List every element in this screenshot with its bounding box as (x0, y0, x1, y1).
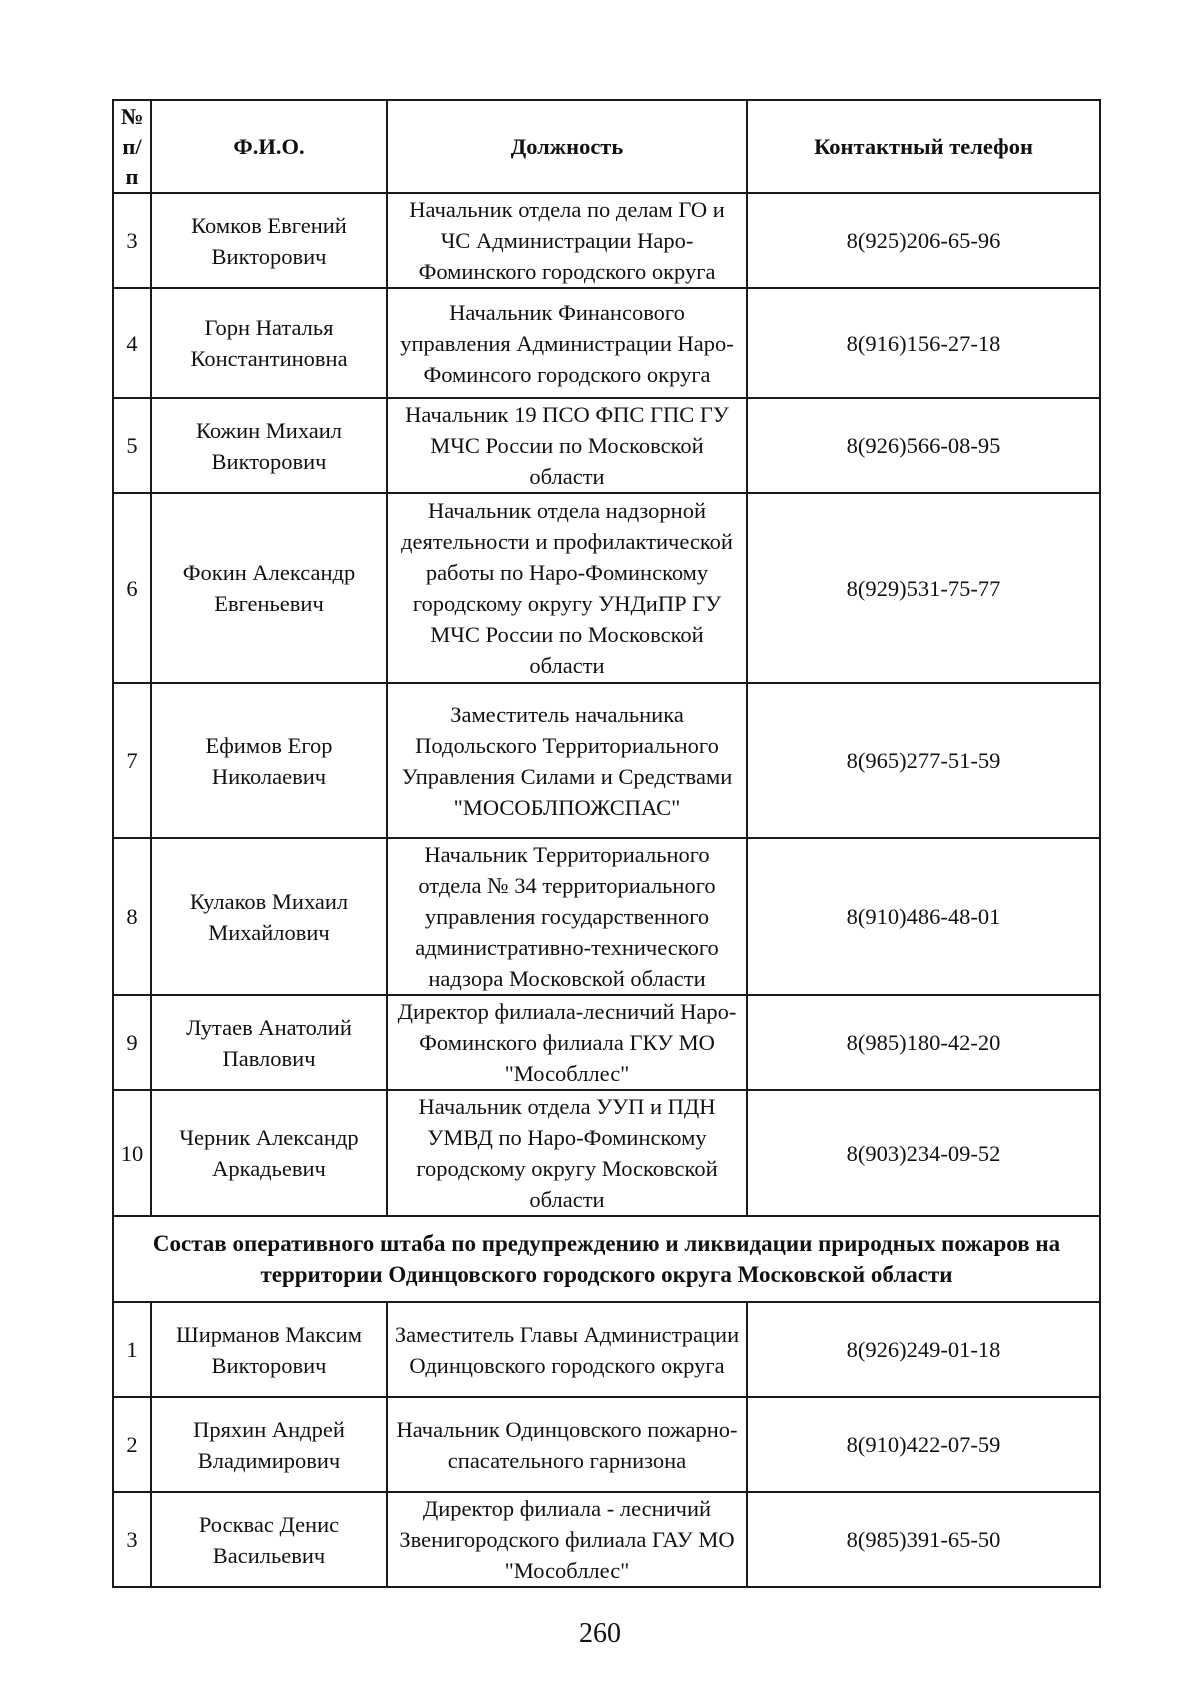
row-fio: Кулаков Михаил Михайлович (151, 838, 387, 995)
row-position: Начальник Финансового управления Администрации Наро- Фоминсого городского округа (387, 288, 747, 398)
row-phone: 8(916)156-27-18 (747, 288, 1100, 398)
row-phone: 8(926)249-01-18 (747, 1302, 1100, 1397)
row-position: Заместитель Главы Администрации Одинцовского городского округа (387, 1302, 747, 1397)
row-phone: 8(910)422-07-59 (747, 1397, 1100, 1492)
row-position: Начальник отдела по делам ГО и ЧС Администрации Наро- Фоминского городского округа (387, 193, 747, 288)
row-phone: 8(903)234-09-52 (747, 1090, 1100, 1216)
header-fio: Ф.И.О. (151, 100, 387, 193)
row-fio: Черник Александр Аркадьевич (151, 1090, 387, 1216)
header-position: Должность (387, 100, 747, 193)
row-phone: 8(965)277-51-59 (747, 683, 1100, 838)
section-heading-row (113, 1216, 1100, 1302)
row-position: Директор филиала - лесничий Звенигородского филиала ГАУ МО "Мособллес" (387, 1492, 747, 1587)
table-row (113, 1090, 1100, 1216)
table-row (113, 995, 1100, 1090)
row-phone: 8(926)566-08-95 (747, 398, 1100, 493)
row-phone: 8(910)486-48-01 (747, 838, 1100, 995)
row-fio: Фокин Александр Евгеньевич (151, 493, 387, 683)
row-number: 8 (113, 838, 151, 995)
table-row (113, 1397, 1100, 1492)
row-number: 10 (113, 1090, 151, 1216)
table-row (113, 1492, 1100, 1587)
table-row (113, 398, 1100, 493)
row-number: 9 (113, 995, 151, 1090)
table-row (113, 1302, 1100, 1397)
row-phone: 8(985)391-65-50 (747, 1492, 1100, 1587)
row-fio: Кожин Михаил Викторович (151, 398, 387, 493)
row-fio: Комков Евгений Викторович (151, 193, 387, 288)
row-number: 7 (113, 683, 151, 838)
row-position: Начальник Одинцовского пожарно- спасательного гарнизона (387, 1397, 747, 1492)
table-row (113, 838, 1100, 995)
row-number: 1 (113, 1302, 151, 1397)
row-position: Заместитель начальника Подольского Территориального Управления Силами и Средствами "МОСОБЛПОЖСПАС" (387, 683, 747, 838)
row-fio: Ефимов Егор Николаевич (151, 683, 387, 838)
row-phone: 8(925)206-65-96 (747, 193, 1100, 288)
row-number: 3 (113, 1492, 151, 1587)
table-header-row (113, 100, 1100, 193)
row-position: Начальник отдела УУП и ПДН УМВД по Наро-Фоминскому городскому округу Московской области (387, 1090, 747, 1216)
header-number: № п/ п (113, 100, 151, 193)
row-position: Начальник Территориального отдела № 34 территориального управления государственного административно-технического надзора Московской области (387, 838, 747, 995)
row-number: 5 (113, 398, 151, 493)
row-position: Директор филиала-лесничий Наро- Фоминского филиала ГКУ МО "Мособллес" (387, 995, 747, 1090)
row-fio: Пряхин Андрей Владимирович (151, 1397, 387, 1492)
row-fio: Ширманов Максим Викторович (151, 1302, 387, 1397)
row-position: Начальник отдела надзорной деятельности и профилактической работы по Наро-Фоминскому городскому округу УНДиПР ГУ МЧС России по Московской области (387, 493, 747, 683)
row-number: 2 (113, 1397, 151, 1492)
row-position: Начальник 19 ПСО ФПС ГПС ГУ МЧС России по Московской области (387, 398, 747, 493)
page-number: 260 (579, 1618, 621, 1649)
staff-contacts-table (112, 99, 1101, 1588)
row-phone: 8(985)180-42-20 (747, 995, 1100, 1090)
row-phone: 8(929)531-75-77 (747, 493, 1100, 683)
row-number: 6 (113, 493, 151, 683)
row-fio: Роскваc Денис Васильевич (151, 1492, 387, 1587)
row-number: 4 (113, 288, 151, 398)
table-row (113, 288, 1100, 398)
row-fio: Лутаев Анатолий Павлович (151, 995, 387, 1090)
section-title: Состав оперативного штаба по предупреждению и ликвидации природных пожаров на территории Одинцовского городского округа Московской области (113, 1216, 1100, 1302)
table-row (113, 493, 1100, 683)
header-phone: Контактный телефон (747, 100, 1100, 193)
table-row (113, 683, 1100, 838)
row-number: 3 (113, 193, 151, 288)
table-row (113, 193, 1100, 288)
row-fio: Горн Наталья Константиновна (151, 288, 387, 398)
